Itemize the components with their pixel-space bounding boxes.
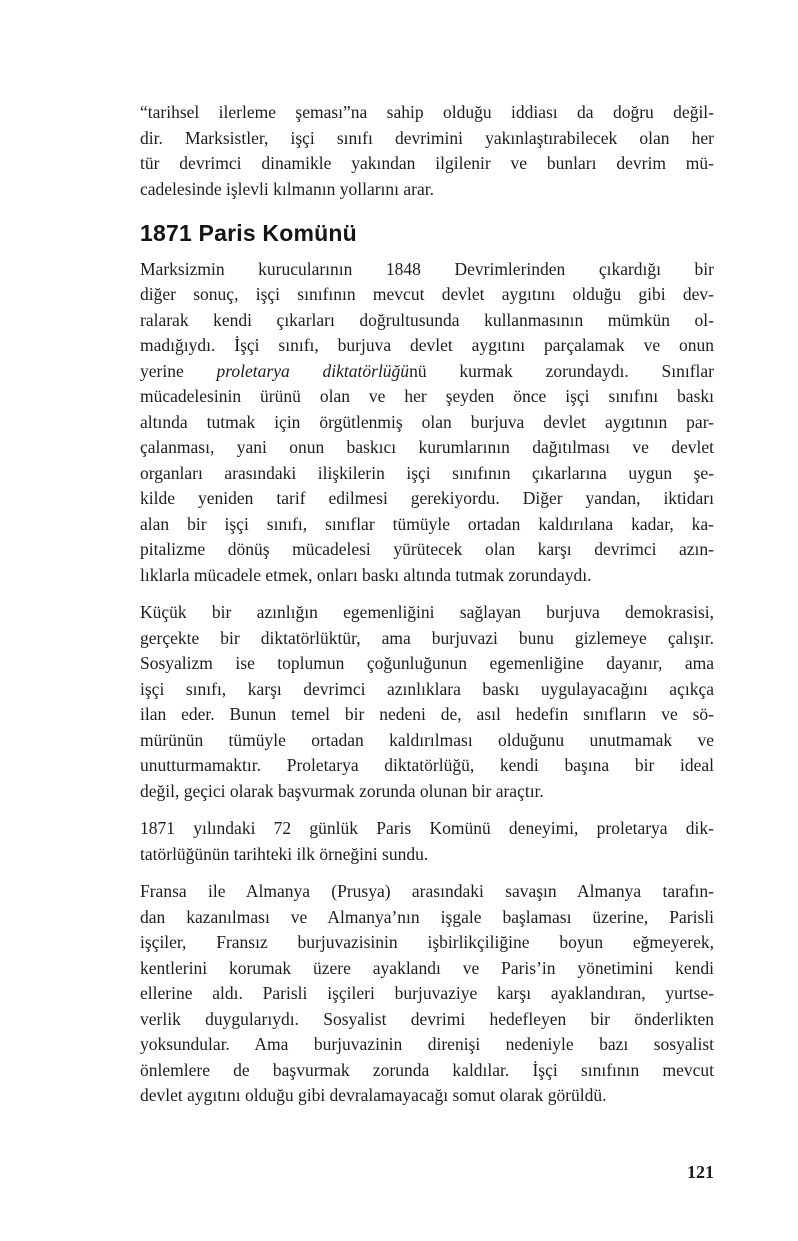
text-line: yoksundular. Ama burjuvazinin direnişi nedeniyle bazı sosyalist bbox=[140, 1034, 714, 1054]
text-line: işçiler, Fransız burjuvazisinin işbirlikçiliğine boyun eğmeyerek, bbox=[140, 932, 714, 952]
text-line: tatörlüğünün tarihteki ilk örneğini sundu. bbox=[140, 843, 429, 864]
text-line: dir. Marksistler, işçi sınıfı devrimini yakınlaştırabilecek olan her bbox=[140, 127, 714, 148]
text-line: diğer sonuç, işçi sınıfının mevcut devlet aygıtını olduğu gibi dev- bbox=[140, 284, 714, 304]
intro-paragraph bbox=[140, 100, 714, 202]
text-line: alan bir işçi sınıfı, sınıflar tümüyle ortadan kaldırılana kadar, ka- bbox=[140, 513, 714, 534]
text-line: Sosyalizm ise toplumun çoğunluğunun egemenliğine dayanır, ama bbox=[140, 653, 714, 673]
text-line: devlet aygıtını olduğu gibi devralamayacağı somut olarak görüldü. bbox=[140, 1085, 607, 1105]
text-line: unutturmamaktır. Proletarya diktatörlüğü, kendi başına bir ideal bbox=[140, 755, 714, 775]
text-line: “tarihsel ilerleme şeması”na sahip olduğu iddiası da doğru değil- bbox=[140, 102, 714, 122]
page-number: 121 bbox=[687, 1162, 714, 1182]
text-line: gerçekte bir diktatörlüktür, ama burjuvazi bunu gizlemeye çalışır. bbox=[140, 627, 714, 648]
paragraph bbox=[140, 816, 714, 867]
text-line: ilan eder. Bunun temel bir nedeni de, asıl hedefin sınıfların ve sö- bbox=[140, 704, 714, 724]
text-line: mücadelesinin ürünü olan ve her şeyden önce işçi sınıfını baskı bbox=[140, 386, 714, 406]
text-line: altında tutmak için örgütlenmiş olan burjuva devlet aygıtının par- bbox=[140, 411, 714, 432]
paragraph bbox=[140, 879, 714, 1109]
text-line: madığıydı. İşçi sınıfı, burjuva devlet aygıtını parçalamak ve onun bbox=[140, 335, 714, 355]
paragraph bbox=[140, 257, 714, 589]
section-heading: 1871 Paris Komünü bbox=[140, 220, 357, 246]
text-line: 1871 yılındaki 72 günlük Paris Komünü deneyimi, proletarya dik- bbox=[140, 818, 714, 838]
text-block bbox=[140, 100, 714, 1121]
text-line: kentlerini korumak üzere ayaklandı ve Paris’in yönetimini kendi bbox=[140, 957, 714, 978]
text-line: kilde yeniden tarif edilmesi gerekiyordu. Diğer yandan, iktidarı bbox=[140, 488, 714, 508]
text-line: Marksizmin kurucularının 1848 Devrimlerinden çıkardığı bir bbox=[140, 258, 714, 279]
text-line: önlemlere de başvurmak zorunda kaldılar. İşçi sınıfının mevcut bbox=[140, 1059, 714, 1080]
text-line: organları arasındaki ilişkilerin işçi sınıfının çıkarlarına uygun şe- bbox=[140, 462, 714, 483]
text-line: Küçük bir azınlığın egemenliğini sağlayan burjuva demokrasisi, bbox=[140, 602, 714, 622]
text-line: tür devrimci dinamikle yakından ilgilenir ve bunları devrim mü- bbox=[140, 153, 714, 173]
text-line: değil, geçici olarak başvurmak zorunda olunan bir araçtır. bbox=[140, 780, 544, 801]
text-line: ralarak kendi çıkarları doğrultusunda kullanmasının mümkün ol- bbox=[140, 309, 714, 330]
text-line: lıklarla mücadele etmek, onları baskı altında tutmak zorundaydı. bbox=[140, 564, 592, 585]
paragraph bbox=[140, 600, 714, 804]
text-line: ellerine aldı. Parisli işçileri burjuvaziye karşı ayaklandıran, yurtse- bbox=[140, 983, 714, 1003]
text-line: cadelesinde işlevli kılmanın yollarını arar. bbox=[140, 178, 435, 199]
text-line: Fransa ile Almanya (Prusya) arasındaki savaşın Almanya tarafın- bbox=[140, 881, 714, 901]
text-line: verlik duygularıydı. Sosyalist devrimi hedefleyen bir önderlikten bbox=[140, 1008, 714, 1029]
text-line: çalanması, yani onun baskıcı kurumlarının dağıtılması ve devlet bbox=[140, 437, 714, 457]
text-line: dan kazanılması ve Almanya’nın işgale başlaması üzerine, Parisli bbox=[140, 906, 714, 927]
text-line: yerine proletarya diktatörlüğünü kurmak zorundaydı. Sınıflar bbox=[140, 360, 714, 381]
text-line: pitalizme dönüş mücadelesi yürütecek olan karşı devrimci azın- bbox=[140, 539, 714, 559]
text-line: işçi sınıfı, karşı devrimci azınlıklara baskı uygulayacağını açıkça bbox=[140, 678, 714, 699]
text-line: mürünün tümüyle ortadan kaldırılması olduğunu unutmamak ve bbox=[140, 729, 714, 750]
